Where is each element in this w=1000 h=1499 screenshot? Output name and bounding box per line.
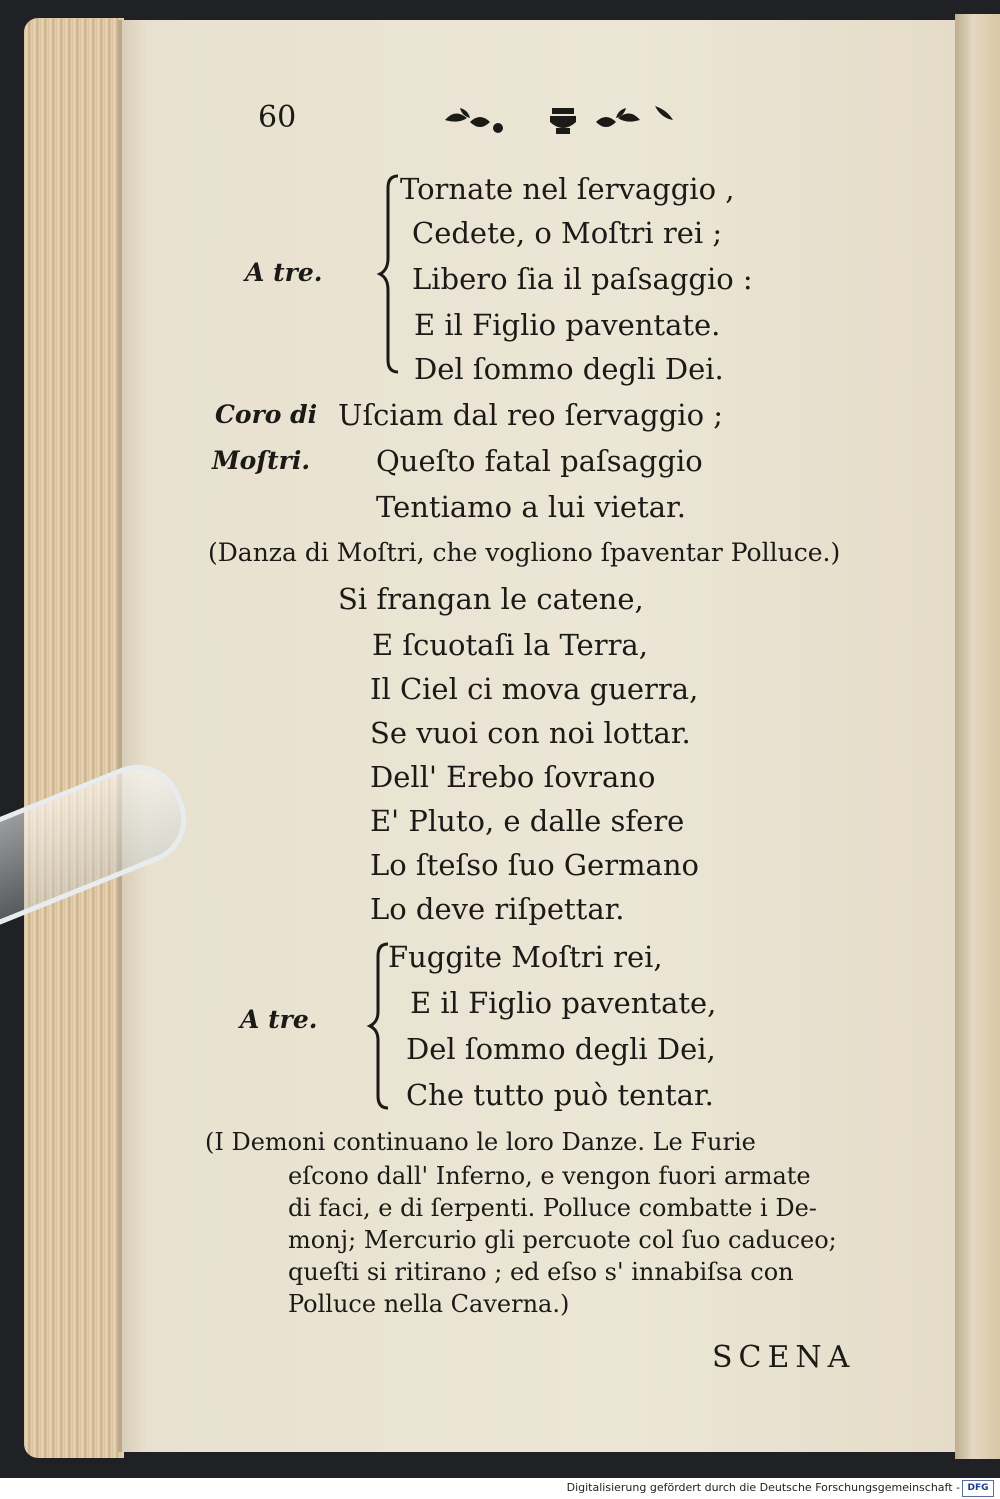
verse-line: Dell' Erebo ſovrano [370,760,656,794]
stage-direction: Polluce nella Caverna.) [288,1290,570,1318]
dfg-logo: DFG [962,1480,994,1497]
verse-line: Tentiamo a lui vietar. [376,490,686,524]
catchword: SCENA [712,1340,856,1375]
stage-direction: monj; Mercurio gli percuote col ſuo caduceo; [288,1226,837,1254]
speaker-a-tre: A tre. [240,1005,318,1034]
stage-direction: eſcono dall' Inferno, e vengon fuori armate [288,1162,811,1190]
verse-line: Fuggite Moſtri rei, [388,940,663,974]
stage-direction: queſti si ritirano ; ed eſso s' innabiſsa con [288,1258,794,1286]
speaker-coro: Coro di [215,400,318,429]
stage-direction: di faci, e di ſerpenti. Polluce combatte i De- [288,1194,817,1222]
verse-line: Uſciam dal reo ſervaggio ; [338,398,724,432]
book-page-edges [24,18,124,1458]
verse-line: Queſto fatal paſsaggio [376,444,703,478]
verse-line: Se vuoi con noi lottar. [370,716,691,750]
verse-line: Lo ſteſso ſuo Germano [370,848,699,882]
verse-line: Che tutto può tentar. [406,1078,714,1112]
verse-line: Libero ſia il paſsaggio : [412,262,753,296]
verse-line: Cedete, o Moſtri rei ; [412,216,723,250]
verse-line: Il Ciel ci mova guerra, [370,672,699,706]
floral-ornament-icon [440,100,690,140]
page-fold [118,20,122,1452]
verse-line: E il Figlio paventate. [414,308,721,342]
verse-line: Si frangan le catene, [338,582,644,616]
verse-line: E ſcuotaſi la Terra, [372,628,648,662]
verse-line: E' Pluto, e dalle sfere [370,804,685,838]
verse-line: Lo deve riſpettar. [370,892,625,926]
page-number: 60 [258,100,297,135]
verse-line: Del ſommo degli Dei, [406,1032,716,1066]
stage-direction: (I Demoni continuano le loro Danze. Le Furie [205,1128,756,1156]
stage-direction: (Danza di Moſtri, che vogliono ſpaventar Polluce.) [208,538,841,567]
verse-line: Del ſommo degli Dei. [414,352,724,386]
footer-credit: Digitalisierung gefördert durch die Deutsche Forschungsgemeinschaft - [566,1481,960,1494]
verse-line: Tornate nel ſervaggio , [400,172,735,206]
verse-line: E il Figlio paventate, [410,986,717,1020]
speaker-a-tre: A tre. [245,258,323,287]
facing-page-edge [955,14,1000,1459]
speaker-mostri: Moſtri. [212,446,311,475]
